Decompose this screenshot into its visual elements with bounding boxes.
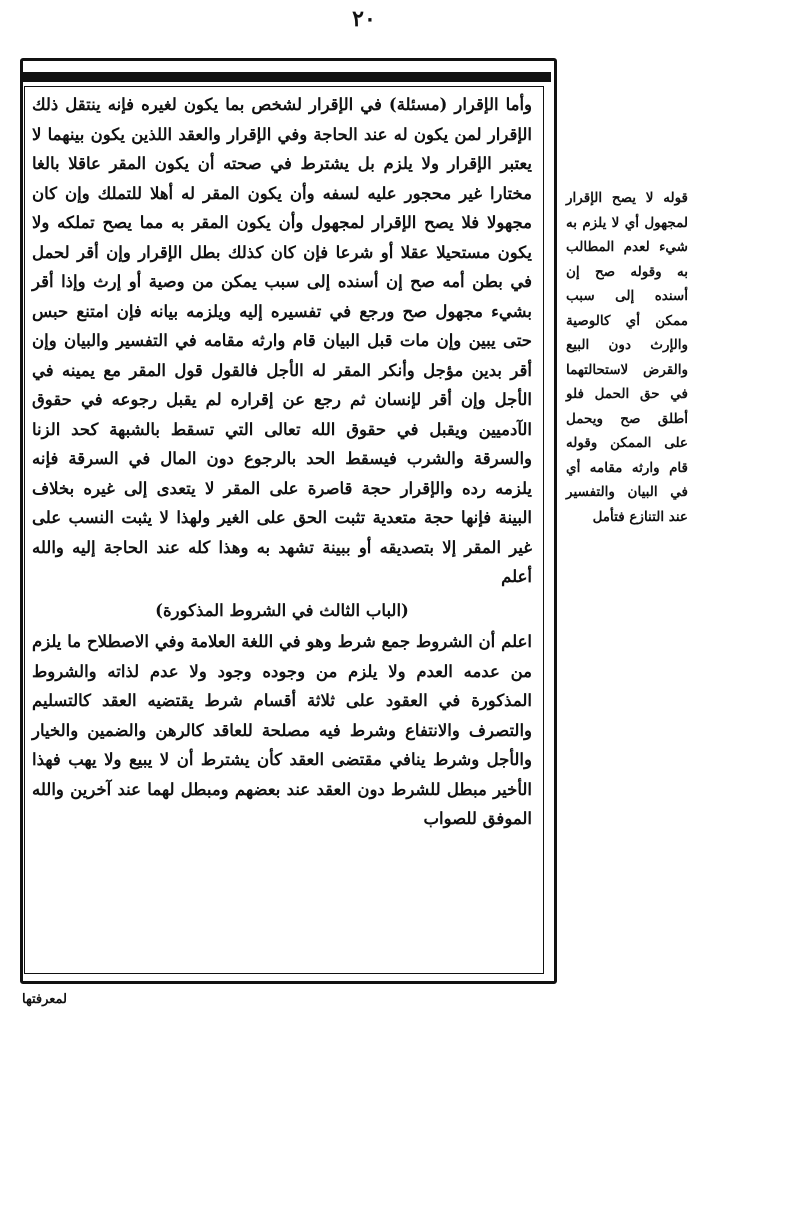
top-rule	[20, 72, 551, 82]
main-paragraph: وأما الإقرار (مسئلة) في الإقرار لشخص بما يكون لغيره فإنه ينتقل ذلك الإقرار لمن يكون له عند الحاجة وفي الإقرار والعقد اللذين يكون بينهما لا يعتبر الإقرار ولا يلزم بل يشترط في صحته أن يكون المقر عاقلا بالغا مختارا غير محجور عليه لسفه وأن يكون المقر له أهلا للتملك وإن كان مجهولا فلا يصح الإقرار لمجهول وأن يكون المقر به مما يصح تملكه ولا يكون مستحيلا عقلا أو شرعا فإن كان كذلك بطل الإقرار وإن أقر لحمل في بطن أمه صح إن أسنده إلى سبب يمكن من وصية أو إرث وإذا أقر بشيء مجهول صح ورجع في تفسيره إليه ويلزمه بيانه فإن امتنع حبس حتى يبين وإن مات قبل البيان قام وارثه مقامه في التفسير والبيان وإن أقر بدين مؤجل وأنكر المقر له الأجل فالقول قول المقر مع يمينه في الأجل وإن أقر لإنسان ثم رجع عن إقراره لم يقبل رجوعه في حقوق الآدميين ويقبل في حقوق الله تعالى التي تسقط بالشبهة كحد الزنا والسرقة والشرب فيسقط الحد بالرجوع دون المال في السرقة فإنه يلزمه رده والإقرار حجة قاصرة على المقر لا يتعدى إلى غيره بخلاف البينة فإنها حجة متعدية تثبت الحق على الغير ولهذا لا يثبت النسب على غير المقر إلا بتصديقه أو ببينة تشهد به وهذا كله عند الحاجة إليه والله أعلم	[32, 95, 532, 586]
margin-note: قوله لا يصح الإقرار لمجهول أي لا يلزم به شيء لعدم المطالب به وقوله صح إن أسنده إلى سبب ممكن أي كالوصية والإرث دون البيع والقرض لاستحالتهما في حق الحمل فلو أطلق صح ويحمل على الممكن وقوله قام وارثه مقامه أي في البيان والتفسير عند التنازع فتأمل	[566, 190, 688, 525]
section-heading: (الباب الثالث في الشروط المذكورة)	[155, 600, 409, 620]
closing-paragraph: اعلم أن الشروط جمع شرط وهو في اللغة العلامة وفي الاصطلاح ما يلزم من عدمه العدم ولا يلزم من وجوده وجود ولا عدم لذاته والشروط المذكورة في العقود على ثلاثة أقسام شرط يقتضيه العقد كالتسليم والتصرف والانتفاع وشرط فيه مصلحة للعاقد كالرهن والضمين والخيار والأجل وشرط ينافي مقتضى العقد كأن يشترط أن لا يبيع ولا يهب فهذا الأخير مبطل للشرط دون العقد عند بعضهم ومبطل لهما عند آخرين والله الموفق للصواب	[32, 632, 532, 828]
main-text-block	[32, 90, 532, 834]
page-number: ٢٠	[352, 6, 376, 32]
catchword: لمعرفتها	[22, 992, 68, 1007]
